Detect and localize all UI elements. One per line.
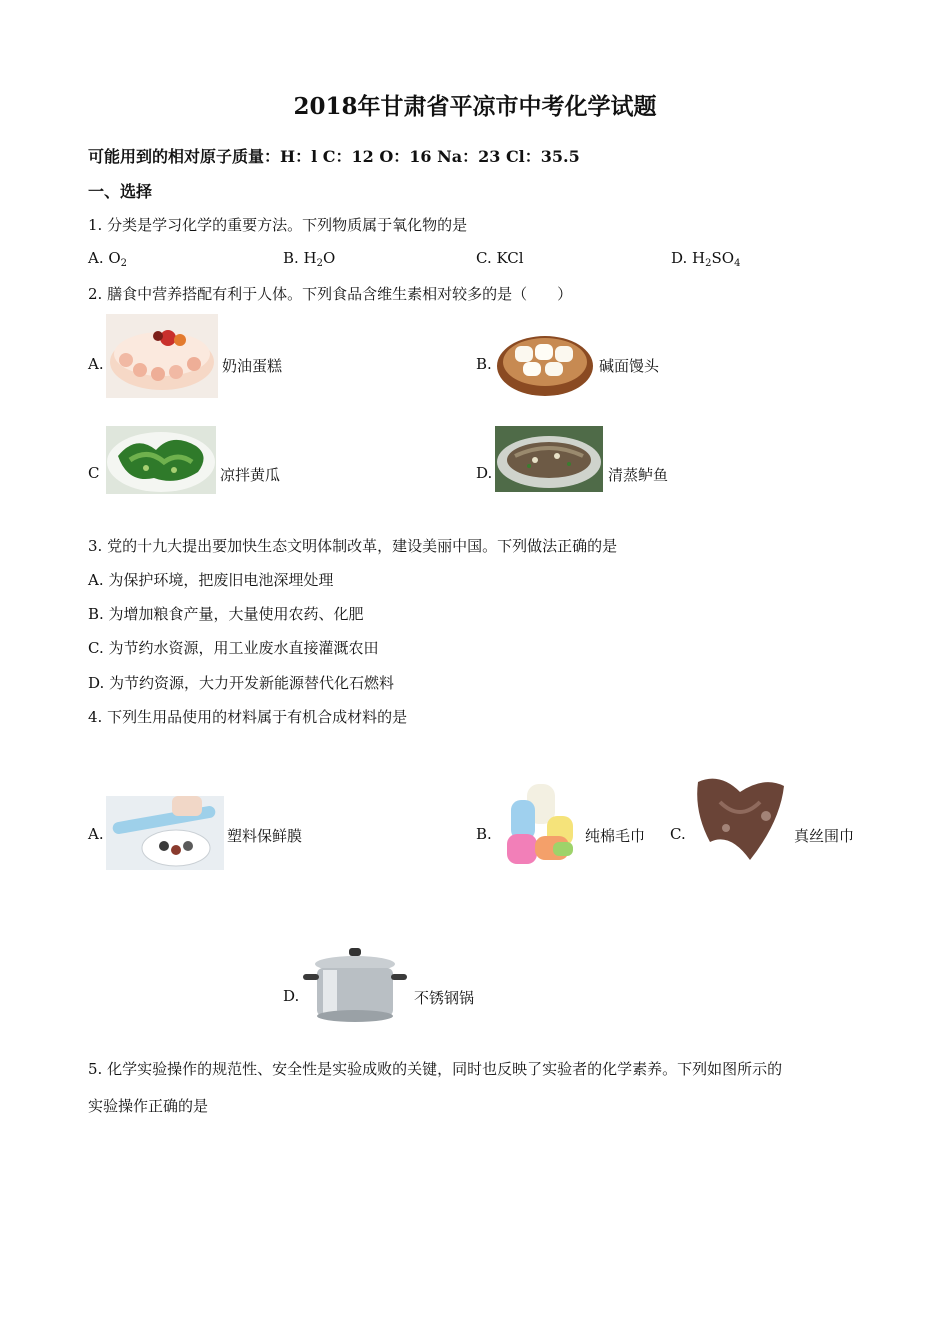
- q3-option-d[interactable]: D. 为节约资源，大力开发新能源替代化石燃料: [88, 674, 395, 692]
- q4-option-b-letter[interactable]: B.: [476, 825, 492, 843]
- plastic-wrap-image: [106, 796, 224, 870]
- q4-option-a-label: 塑料保鲜膜: [227, 827, 303, 845]
- q1-option-b-sub: 2: [316, 258, 324, 269]
- q4-option-c-label: 真丝围巾: [794, 827, 855, 845]
- q1-option-d-text: D. H: [671, 249, 706, 267]
- question-5-line-2: 实验操作正确的是: [88, 1097, 209, 1115]
- q4-option-d-label: 不锈钢锅: [414, 989, 475, 1007]
- q1-option-b-text: B. H: [283, 249, 317, 267]
- q1-option-d[interactable]: [671, 249, 740, 269]
- q4-option-a-letter[interactable]: A.: [88, 825, 104, 843]
- q2-option-d-letter[interactable]: D.: [476, 464, 493, 482]
- cucumber-salad-image: [106, 426, 216, 494]
- q3-option-a[interactable]: A. 为保护环境，把废旧电池深埋处理: [88, 571, 334, 589]
- q1-option-b[interactable]: [283, 249, 335, 269]
- q1-option-a-sub: 2: [120, 258, 128, 269]
- q2-option-a-letter[interactable]: A.: [88, 355, 104, 373]
- towels-image: [501, 780, 577, 868]
- q2-option-b-label: 碱面馒头: [599, 357, 660, 375]
- q2-option-b-letter[interactable]: B.: [476, 355, 492, 373]
- q2-option-a-label: 奶油蛋糕: [222, 357, 283, 375]
- q2-option-d-label: 清蒸鲈鱼: [608, 466, 669, 484]
- steel-pot-image: [303, 946, 407, 1026]
- q1-option-d-sub: 2: [705, 258, 712, 269]
- question-2-stem: 2. 膳食中营养搭配有利于人体。下列食品含维生素相对较多的是（ ）: [88, 285, 573, 303]
- q2-option-c-label: 凉拌黄瓜: [220, 466, 281, 484]
- q4-option-b-label: 纯棉毛巾: [585, 827, 646, 845]
- q1-option-b-text2: O: [323, 249, 336, 267]
- atomic-masses: 可能用到的相对原子质量：H：l C：12 O：16 Na：23 Cl：35.5: [88, 147, 580, 166]
- silk-scarf-image: [690, 772, 790, 868]
- q1-option-d-text2: SO: [711, 249, 735, 267]
- q3-option-c[interactable]: C. 为节约水资源，用工业废水直接灌溉农田: [88, 639, 379, 657]
- question-4-stem: 4. 下列生用品使用的材料属于有机合成材料的是: [88, 708, 408, 726]
- q1-option-d-sub2: 4: [734, 258, 741, 269]
- cake-image: [106, 314, 218, 398]
- page-title: 2018年甘肃省平凉市中考化学试题: [293, 93, 657, 120]
- q1-option-a[interactable]: [88, 249, 127, 269]
- steamed-buns-image: [495, 326, 595, 398]
- q4-option-d-letter[interactable]: D.: [283, 987, 300, 1005]
- q1-option-c[interactable]: C. KCl: [476, 249, 524, 267]
- q2-option-c-letter[interactable]: C: [88, 464, 100, 482]
- steamed-fish-image: [495, 426, 603, 492]
- question-3-stem: 3. 党的十九大提出要加快生态文明体制改革，建设美丽中国。下列做法正确的是: [88, 537, 618, 555]
- section-heading: 一、选择: [88, 182, 153, 201]
- q4-option-c-letter[interactable]: C.: [670, 825, 686, 843]
- question-1-stem: 1. 分类是学习化学的重要方法。下列物质属于氧化物的是: [88, 216, 468, 234]
- q1-option-a-text: A. O: [88, 249, 121, 267]
- question-5-line-1: 5. 化学实验操作的规范性、安全性是实验成败的关键，同时也反映了实验者的化学素养。下列如图所示的: [88, 1060, 783, 1078]
- q3-option-b[interactable]: B. 为增加粮食产量，大量使用农药、化肥: [88, 605, 364, 623]
